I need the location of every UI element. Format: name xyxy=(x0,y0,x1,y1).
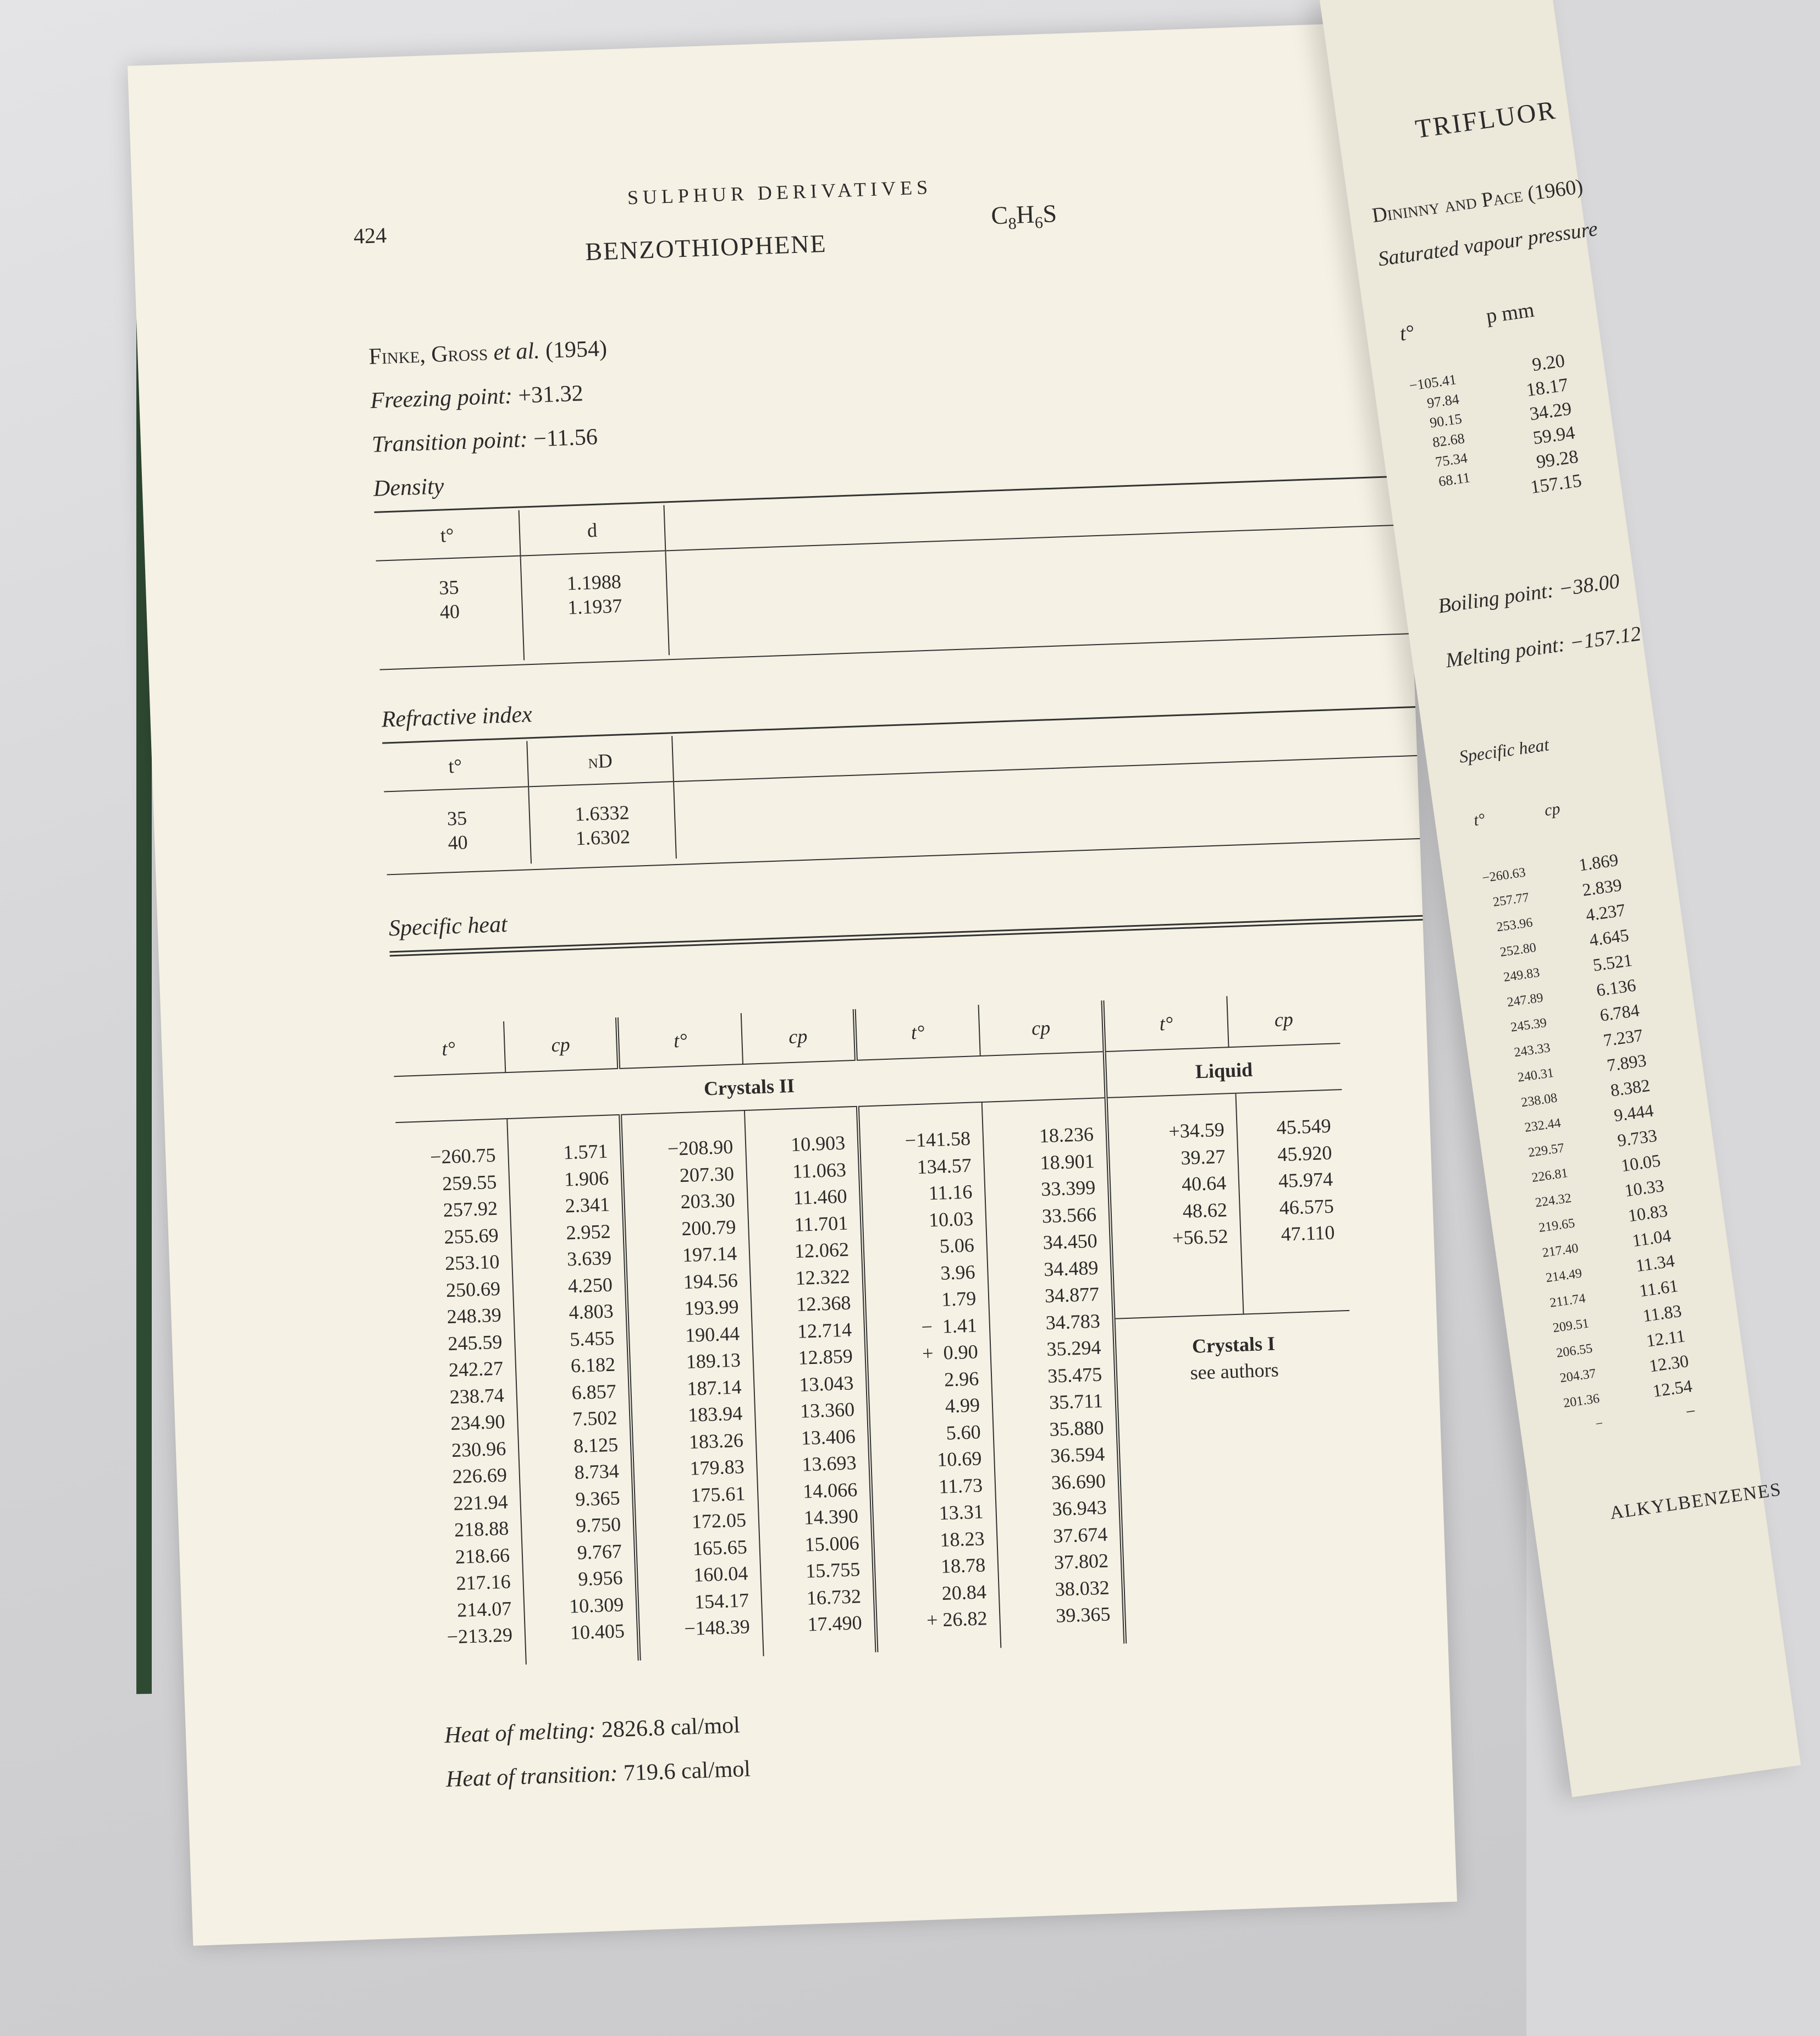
reference: Finke, Gross et al. (1954) xyxy=(368,335,608,370)
heat-header-t4: t° xyxy=(1102,996,1228,1052)
density-title: Density xyxy=(373,474,445,502)
compound-name: BENZOTHIOPHENE xyxy=(584,229,828,266)
running-head: SULPHUR DERIVATIVES xyxy=(627,176,933,209)
right-page-p-values: 9.20 18.17 34.29 59.94 99.28 157.15 xyxy=(1525,350,1583,498)
right-page-header-p: p mm xyxy=(1485,298,1536,328)
see-authors-label: see authors xyxy=(1189,1358,1279,1384)
heat-col1-cp: 1.571 1.906 2.341 2.952 3.639 4.250 4.803 5.455 6.182 6.857 7.502 8.125 8.734 9.365 9.750 9.767 9.956 10.309 10.405 xyxy=(507,1115,639,1664)
heat-col4-t: +34.59 39.27 40.64 48.62 +56.52 xyxy=(1108,1094,1244,1319)
heat-col3-t: −141.58 134.57 11.16 10.03 5.06 3.96 1.79 − 1.41 + 0.90 2.96 4.99 5.60 10.69 11.73 13.31 18.23 18.78 20.84 + 26.82 xyxy=(858,1102,1001,1652)
right-page-melting-point: Melting point: −157.12 xyxy=(1444,622,1643,673)
book-page-left xyxy=(128,22,1457,1946)
heat-of-melting: Heat of melting: 2826.8 cal/mol xyxy=(444,1712,741,1748)
heat-header-t3: t° xyxy=(854,1005,980,1060)
right-page-boiling-point: Boiling point: −38.00 xyxy=(1436,569,1622,618)
transition-point: Transition point: −11.56 xyxy=(371,424,598,458)
right-page-title: TRIFLUOR xyxy=(1413,95,1559,144)
right-page-specific-heat: Specific heat xyxy=(1458,734,1551,767)
heat-col2-t: −208.90 207.30 203.30 200.79 197.14 194.56 193.99 190.44 189.13 187.14 183.94 183.26 179.83 175.61 172.05 165.65 160.04 154.17 −148.39 xyxy=(620,1110,764,1660)
density-header-d: d xyxy=(519,505,666,555)
heat-of-transition: Heat of transition: 719.6 cal/mol xyxy=(445,1756,751,1792)
heat-col2-cp: 10.903 11.063 11.460 11.701 12.062 12.322 12.368 12.714 12.859 13.043 13.360 13.406 13.693 14.066 14.390 15.006 15.755 16.732 17.490 xyxy=(744,1107,877,1656)
heat-header-t2: t° xyxy=(617,1013,743,1069)
heat-header-cp4: cp xyxy=(1227,992,1340,1047)
density-t-values: 35 40 xyxy=(376,556,524,665)
right-page-sh-cp-values: 1.869 2.839 4.237 4.645 5.521 6.136 6.784 7.237 7.893 8.382 9.444 9.733 10.05 10.33 10.83 11.04 11.34 11.61 11.83 12.11 12.30 12.54 − xyxy=(1577,849,1697,1422)
right-page-footer: ALKYLBENZENES xyxy=(1608,1479,1783,1524)
specific-heat-title: Specific heat xyxy=(388,911,508,942)
heat-header-cp1: cp xyxy=(504,1017,619,1072)
heat-col4-cp: 45.549 45.920 45.974 46.575 47.110 xyxy=(1236,1090,1349,1314)
right-page-vapour-title: Saturated vapour pressure xyxy=(1376,217,1600,271)
refractive-index-title: Refractive index xyxy=(380,702,533,733)
right-page-reference: Dininny and Pace (1960) xyxy=(1370,174,1585,228)
density-header-t: t° xyxy=(374,510,521,561)
right-page-header-t: t° xyxy=(1398,321,1416,346)
heat-col1-t: −260.75 259.55 257.92 255.69 253.10 250.69 248.39 245.59 242.27 238.74 234.90 230.96 226.69 221.94 218.88 218.66 217.16 214.07 −213.29 xyxy=(395,1119,526,1668)
crystals-i-note xyxy=(1116,1311,1352,1389)
specific-heat-table xyxy=(392,992,1361,1668)
heat-header-cp2: cp xyxy=(741,1009,856,1064)
heat-header-t1: t° xyxy=(392,1021,505,1076)
right-page-t-values: −105.41 97.84 90.15 82.68 75.34 68.11 xyxy=(1408,371,1471,490)
refractive-index-table xyxy=(382,710,1420,868)
right-page-sh-header-t: t° xyxy=(1472,810,1486,830)
heat-col3-cp: 18.236 18.901 33.399 33.566 34.450 34.489 34.877 34.783 35.294 35.475 35.711 35.880 36.594 36.690 36.943 37.674 37.802 38.032 39.365 xyxy=(982,1098,1126,1648)
group-liquid: Liquid xyxy=(1105,1043,1342,1098)
group-crystals-ii: Crystals II xyxy=(394,1052,1106,1122)
liquid-cell xyxy=(1106,1089,1361,1643)
refractive-header-t: t° xyxy=(382,741,528,791)
heat-header-cp3: cp xyxy=(979,1000,1105,1056)
refractive-n-values: 1.6332 1.6302 xyxy=(528,782,676,863)
freezing-point: Freezing point: +31.32 xyxy=(369,381,584,414)
density-d-values: 1.1988 1.1937 xyxy=(521,551,669,660)
refractive-header-n: nD xyxy=(527,736,674,786)
chemical-formula: $C_8H_6S$ xyxy=(990,199,1057,233)
right-page-sh-t-values: −260.63 257.77 253.96 252.80 249.83 247.89 245.39 243.33 240.31 238.08 232.44 229.57 226.81 224.32 219.65 217.40 214.49 211.74 209.51 206.55 204.37 201.36 − xyxy=(1481,865,1604,1432)
crystals-i-label: Crystals I xyxy=(1192,1332,1276,1357)
specific-heat-rule-top xyxy=(389,915,1422,953)
right-page-sh-header-cp: cp xyxy=(1543,799,1562,820)
specific-heat-rule-top-2 xyxy=(390,919,1423,957)
refractive-t-values: 35 40 xyxy=(384,786,531,868)
page-number: 424 xyxy=(353,222,387,249)
